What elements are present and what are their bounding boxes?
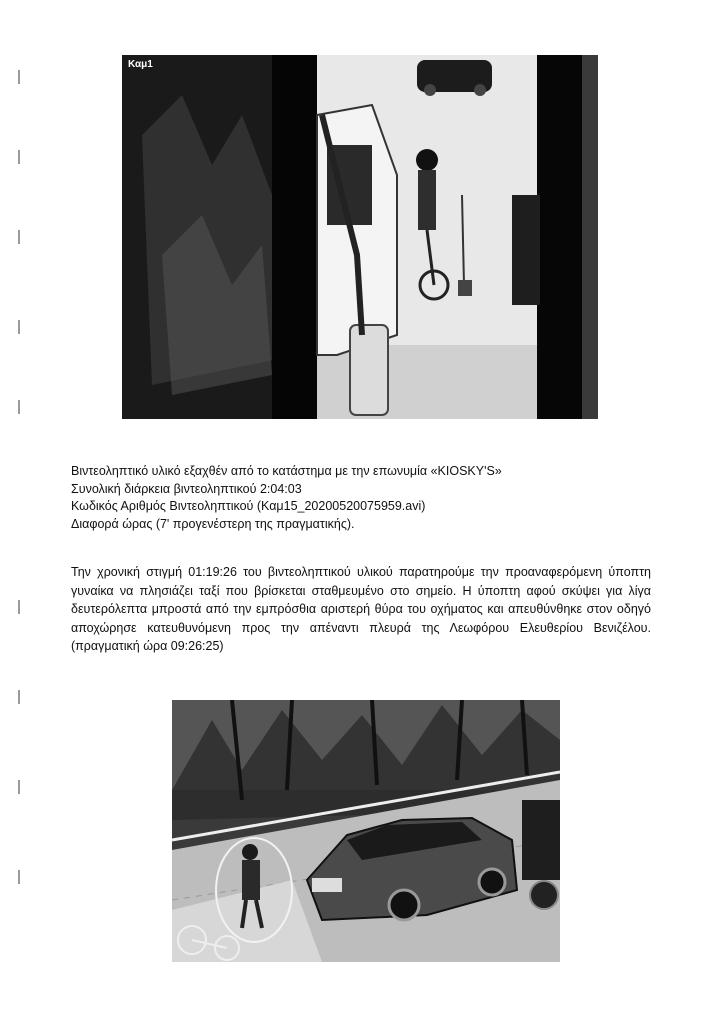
caption-time-offset: Διαφορά ώρας (7' προγενέστερη της πραγματικής). — [71, 516, 355, 531]
video-caption — [71, 463, 671, 533]
caption-source: Βιντεοληπτικό υλικό εξαχθέν από το κατάστημα με την επωνυμία «KIOSKY'S» — [71, 464, 502, 478]
caption-duration: Συνολική διάρκεια βιντεοληπτικού 2:04:03 — [71, 481, 302, 496]
cctv-photo-kiosk — [122, 55, 598, 419]
body-paragraph: Την χρονική στιγμή 01:19:26 του βιντεοληπτικού υλικού παρατηρούμε την προαναφερόμενη ύποπτη γυναίκα να πλησιάζει ταξί που βρίσκεται σταθμευμένο στο σημείο. Η ύποπτη αφού σκύψει για λίγα δευτερόλεπτα μπροστά από την εμπρόσθια αριστερή θύρα του οχήματος και απευθύνθηκε στον οδηγό αποχώρησε κατευθυνόμενη προς την απέναντι πλευρά της Λεωφόρου Ελευθερίου Βενιζέλου. (πραγματική ώρα 09:26:25) — [71, 565, 651, 653]
cctv-photo-street-taxi — [172, 700, 560, 962]
camera-label: Καμ1 — [128, 59, 153, 70]
caption-file-code: Κωδικός Αριθμός Βιντεοληπτικού (Καμ15_20200520075959.avi) — [71, 499, 426, 513]
